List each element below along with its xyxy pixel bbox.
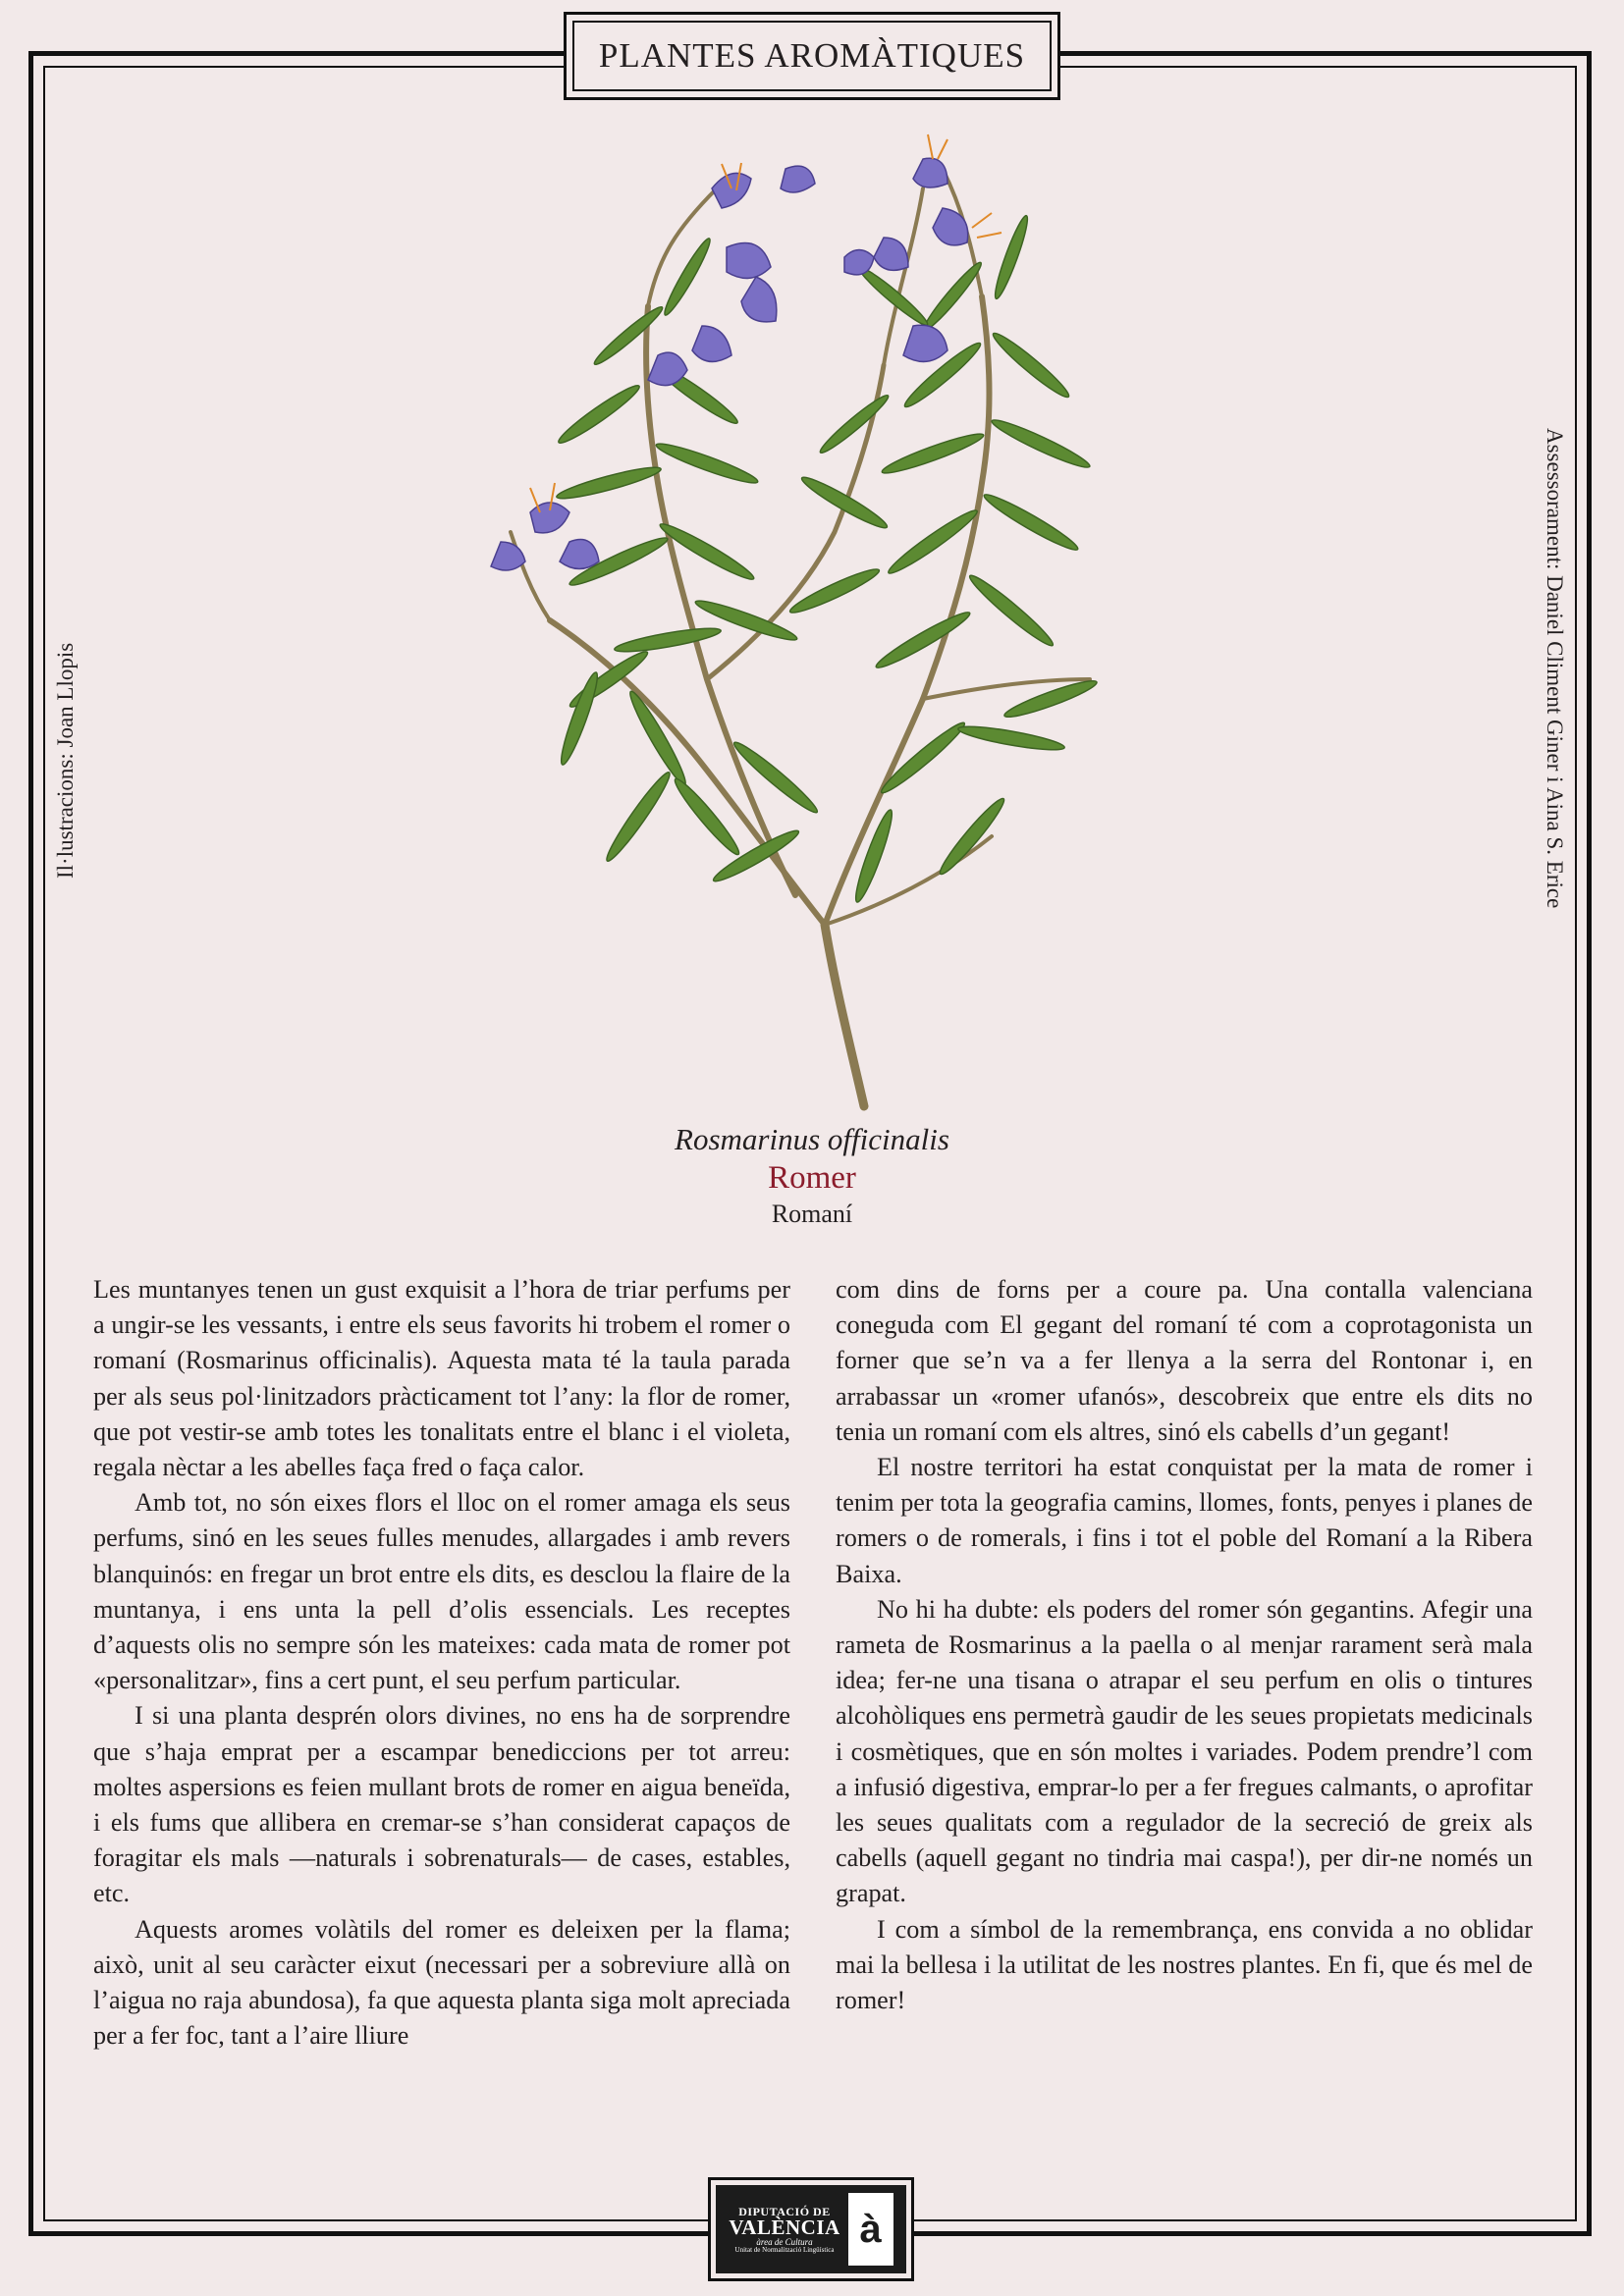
- logo-line-4: Unitat de Normalització Lingüística: [734, 2245, 835, 2254]
- paragraph: I com a símbol de la remembrança, ens convida a no oblidar mai la bellesa i la utilitat de les nostres plantes. En fi, que és mel de romer!: [836, 1914, 1533, 2015]
- advisory-credit: Assessorament: Daniel Climent Giner i Aina S. Erice: [1543, 428, 1567, 909]
- body-column-right: [836, 1272, 1533, 2018]
- paragraph: El nostre territori ha estat conquistat per la mata de romer i tenim per tota la geografia camins, llomes, fonts, penyes i planes de romers o de romerals, i fins i tot el poble del Romaní a la Ribera Baixa.: [836, 1453, 1533, 1588]
- plant-captions: [0, 1121, 1624, 1231]
- paragraph: com dins de forns per a coure pa. Una contalla valenciana coneguda com El gegant del romaní té com a coprotagonista un forner que se’n va a fer llenya a la serra del Rontonar i, en arrabassar un «romer ufanós», descobreix que entre els dits no tenia un romaní com els altres, sinó els cabells d’un gegant!: [836, 1275, 1533, 1446]
- logo-mark-icon: à: [848, 2193, 893, 2266]
- local-name: Romaní: [771, 1200, 853, 1228]
- paragraph: I si una planta desprén olors divines, no ens ha de sorprendre que s’haja emprat per a escampar benediccions per tot arreu: moltes aspersions es feien mullant brots de romer en aigua beneïda, i els fums que allibera en cremar-se s’han considerat capaços de foragitar els mals —naturals i sobrenaturals— de cases, estables, etc.: [93, 1701, 790, 1908]
- logo-line-3: àrea de Cultura: [756, 2236, 813, 2247]
- paragraph: Aquests aromes volàtils del romer es deleixen per la flama; això, unit al seu caràcter eixut (necessari per a sobreviure allà on l’aigua no raja abundosa), fa que aquesta planta siga molt apreciada per a fer foc, tant a l’aire lliure: [93, 1914, 790, 2051]
- paragraph: Les muntanyes tenen un gust exquisit a l’hora de triar perfums per a ungir-se les vessants, i entre els seus favorits hi trobem el romer o romaní (Rosmarinus officinalis). Aquesta mata té la taula parada per als seus pol·linitzadors pràcticament tot l’any: la flor de romer, que pot vestir-se amb totes les tonalitats entre el blanc i el violeta, regala nèctar a les abelles faça fred o faça calor.: [93, 1275, 790, 1482]
- scientific-name: Rosmarinus officinalis: [675, 1122, 949, 1156]
- logo-line-1: DIPUTACIÓ DE: [738, 2204, 831, 2218]
- diputacio-logo: [708, 2177, 914, 2281]
- common-name: Romer: [768, 1160, 856, 1196]
- paragraph: Amb tot, no són eixes flors el lloc on el romer amaga els seus perfums, sinó en les seues fulles menudes, allargades i amb revers blanquinós: en fregar un brot entre els dits, es desclou la flaire de la muntanya, i ens unta la pell d’olis essencials. Les receptes d’aquests olis no sempre són les mateixes: cada mata de romer pot «personalitzar», fins a cert punt, el seu perfum particular.: [93, 1488, 790, 1695]
- paragraph: No hi ha dubte: els poders del romer són gegantins. Afegir una rameta de Rosmarinus a la paella o al menjar rarament serà mala idea; fer-ne una tisana o atrapar el seu perfum en olis o tintures alcohòliques ens permetrà gaudir de les seues propietats medicinals i cosmètiques, que en són moltes i variades. Podem prendre’l com a infusió digestiva, emprar-lo per a fer fregues calmants, o aprofitar les seues qualitats com a regulador de la secreció de greix als cabells (aquell gegant no tindria mai caspa!), per dir-ne només un grapat.: [836, 1594, 1533, 1908]
- page-title: PLANTES AROMÀTIQUES: [598, 36, 1026, 75]
- body-column-left: [93, 1272, 790, 2054]
- logo-line-2: VALÈNCIA: [729, 2215, 840, 2239]
- header-title-box: [564, 12, 1060, 100]
- illustration-credit: Il·lustracions: Joan Llopis: [53, 642, 78, 879]
- rosemary-illustration: [461, 130, 1168, 1111]
